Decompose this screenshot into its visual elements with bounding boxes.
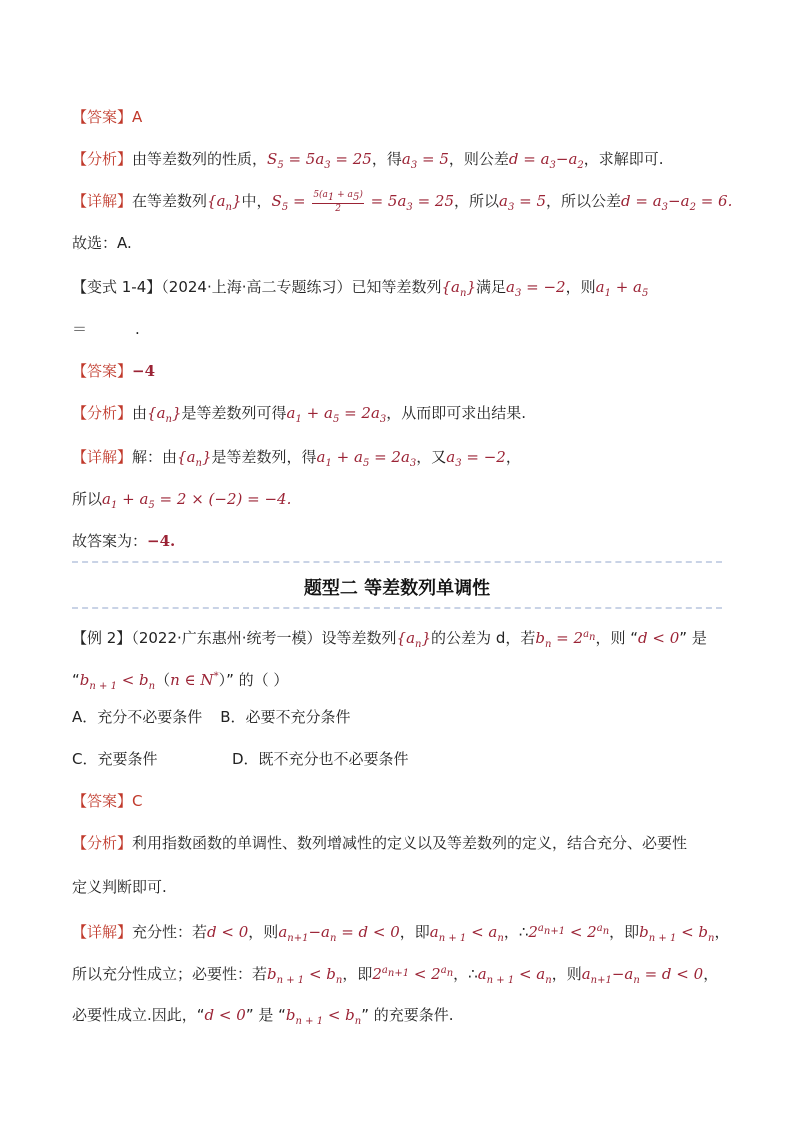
detail-text: 所以充分性成立；必要性：若 <box>72 965 268 983</box>
math-formula: −4. <box>147 532 176 550</box>
stem-text: ，则 “ <box>595 629 639 647</box>
math-formula: $a_3 = -2$ <box>506 278 566 299</box>
detail-tag: 【详解】 <box>72 192 133 210</box>
stem-text: . <box>135 320 140 338</box>
math-formula: $a_3 = -2$ <box>446 448 506 469</box>
detail-text: ， <box>714 923 730 941</box>
q3-answer-line <box>72 790 722 812</box>
detail-text: ，所以公差 <box>546 192 622 210</box>
section-title: 题型二 等差数列单调性 <box>303 578 491 599</box>
conclusion-text: 故答案为： <box>72 532 148 550</box>
detail-tag: 【详解】 <box>72 923 133 941</box>
math-formula: $b_n = 2^{a_n}$ <box>535 629 596 650</box>
question-source: （2022·广东惠州·统考一模） <box>131 629 322 647</box>
detail-text: ，∴ <box>503 923 529 941</box>
detail-tag: 【详解】 <box>72 448 133 466</box>
math-formula: $a_1 + a_5 = 2a_3$ <box>316 448 417 469</box>
option-c[interactable]: C．充要条件 <box>72 750 158 768</box>
stem-text: “ <box>72 671 80 689</box>
detail-text: ，又 <box>416 448 447 466</box>
stem-text: 设等差数列 <box>321 629 397 647</box>
q3-analysis-line1 <box>72 832 722 854</box>
detail-text: ，即 <box>609 923 640 941</box>
q1-detail-line <box>72 190 733 219</box>
section-divider-bottom <box>72 607 722 609</box>
math-formula: $a_{n+1}-a_n = d < 0$ <box>581 965 704 986</box>
section-divider-top <box>72 561 722 563</box>
stem-text: ＝ <box>72 320 88 338</box>
math-formula: $a_1 + a_5$ <box>595 278 649 299</box>
analysis-text: ，求解即可. <box>583 150 664 168</box>
question-tag: 【例 2】 <box>72 629 132 647</box>
question-source: （2024·上海·高二专题练习） <box>161 278 352 296</box>
q3-detail-line1 <box>72 918 730 950</box>
detail-text: 中， <box>241 192 272 210</box>
stem-text: 已知等差数列 <box>351 278 442 296</box>
q3-detail-line2 <box>72 960 722 992</box>
detail-text: ， <box>703 965 719 983</box>
q2-stem-line2 <box>72 318 722 340</box>
q2-detail-line2 <box>72 488 722 517</box>
answer-tag: 【答案】 <box>72 108 133 126</box>
analysis-tag: 【分析】 <box>72 150 133 168</box>
math-formula: $\{a_n\}$ <box>441 278 477 299</box>
detail-text: 是等差数列，得 <box>211 448 317 466</box>
analysis-text: ，则公差 <box>448 150 509 168</box>
math-formula: $a_{n + 1} < a_n$ <box>429 923 504 944</box>
stem-text: 的公差为 d，若 <box>431 629 536 647</box>
analysis-text: 利用指数函数的单调性、数列增减性的定义以及等差数列的定义，结合充分、必要性 <box>132 834 688 852</box>
detail-text: ，即 <box>399 923 430 941</box>
math-formula: $d = a_3-a_2 = 6$. <box>621 192 733 213</box>
stem-text: ）” 的（ ） <box>218 671 289 689</box>
option-a[interactable]: A．充分不必要条件 <box>72 708 203 726</box>
q3-stem-line1 <box>72 624 722 656</box>
math-formula: $a_3 = 5$ <box>499 192 546 213</box>
detail-text: 必要性成立.因此，“ <box>72 1006 205 1024</box>
math-formula: $b_{n + 1} < b_n$ <box>285 1006 362 1027</box>
detail-text: ， <box>505 448 521 466</box>
math-formula: n ∈ N* <box>170 671 219 689</box>
q2-conclusion <box>72 530 722 552</box>
analysis-text: ，得 <box>371 150 402 168</box>
detail-text: 所以 <box>72 490 103 508</box>
math-formula: $a_{n + 1} < a_n$ <box>477 965 552 986</box>
analysis-text: 是等差数列可得 <box>181 404 287 422</box>
detail-text: 解：由 <box>132 448 178 466</box>
detail-text: 在等差数列 <box>132 192 208 210</box>
stem-text: 满足 <box>476 278 507 296</box>
detail-text: ，则 <box>551 965 582 983</box>
math-formula: $S_5 = 5a_3 = 25$ <box>267 150 372 171</box>
math-formula: $b_{n + 1} < b_n$ <box>79 671 156 692</box>
q1-conclusion: 故选：A. <box>72 234 132 252</box>
q2-detail-line <box>72 446 722 475</box>
stem-text: ” 是 <box>679 629 707 647</box>
math-formula: $b_{n + 1} < b_n$ <box>639 923 715 944</box>
analysis-text: 由等差数列的性质， <box>132 150 268 168</box>
option-b[interactable]: B．必要不充分条件 <box>220 708 351 726</box>
q3-analysis-line2: 定义判断即可. <box>72 878 167 896</box>
q3-detail-line3 <box>72 1004 722 1033</box>
math-formula: $\{a_n\}$ <box>177 448 212 469</box>
detail-text: ” 的充要条件. <box>361 1006 454 1024</box>
math-formula: $S_5$ = $\frac{5(a_1 + a_5)}{2}$ = $5a_3 = 25$ <box>271 190 454 214</box>
q2-analysis-line <box>72 402 722 431</box>
math-formula: $\{a_n\}$ <box>396 629 432 650</box>
question-tag: 【变式 1-4】 <box>72 278 162 296</box>
math-formula: d < 0 <box>204 1006 246 1024</box>
math-formula: $\{a_n\}$ <box>147 404 182 425</box>
answer-value: A <box>132 108 143 126</box>
analysis-tag: 【分析】 <box>72 834 133 852</box>
math-formula: $b_{n + 1} < b_n$ <box>267 965 343 986</box>
math-formula: $2^{a_{n+1}} < 2^{a_n}$ <box>372 965 454 983</box>
q2-stem-line1 <box>72 276 722 305</box>
stem-text: （ <box>155 671 171 689</box>
answer-tag: 【答案】 <box>72 362 133 380</box>
detail-text: 充分性：若 <box>132 923 208 941</box>
q2-answer-line <box>72 360 722 382</box>
q3-stem-line2 <box>72 666 722 698</box>
detail-text: ，则 <box>248 923 279 941</box>
math-formula: $d = a_3-a_2$ <box>508 150 584 171</box>
answer-value: C <box>132 792 143 810</box>
detail-text: ” 是 “ <box>245 1006 286 1024</box>
stem-text: ，则 <box>565 278 596 296</box>
math-formula: $a_1 + a_5 = 2 \times (-2) = -4$. <box>102 490 292 511</box>
detail-text: ，所以 <box>454 192 500 210</box>
analysis-tag: 【分析】 <box>72 404 133 422</box>
analysis-text: 由 <box>132 404 148 422</box>
analysis-text: ，从而即可求出结果. <box>386 404 527 422</box>
q3-options-row1 <box>72 706 722 728</box>
detail-text: ，即 <box>342 965 373 983</box>
answer-tag: 【答案】 <box>72 792 133 810</box>
math-formula: $a_{n+1}-a_n = d < 0$ <box>278 923 400 944</box>
math-formula: $\{a_n\}$ <box>207 192 242 213</box>
q1-answer-line <box>72 106 722 128</box>
answer-value: −4 <box>132 362 156 380</box>
option-d[interactable]: D．既不充分也不必要条件 <box>232 750 409 768</box>
math-formula: d < 0 <box>207 923 249 941</box>
math-formula: $a_1 + a_5 = 2a_3$ <box>286 404 387 425</box>
detail-text: ，∴ <box>453 965 478 983</box>
q3-options-row2 <box>72 748 722 770</box>
math-formula: $2^{a_{n+1}} < 2^{a_n}$ <box>528 923 610 941</box>
math-formula: $a_3 = 5$ <box>401 150 449 171</box>
q1-analysis-line <box>72 148 722 177</box>
math-formula: d < 0 <box>638 629 680 647</box>
